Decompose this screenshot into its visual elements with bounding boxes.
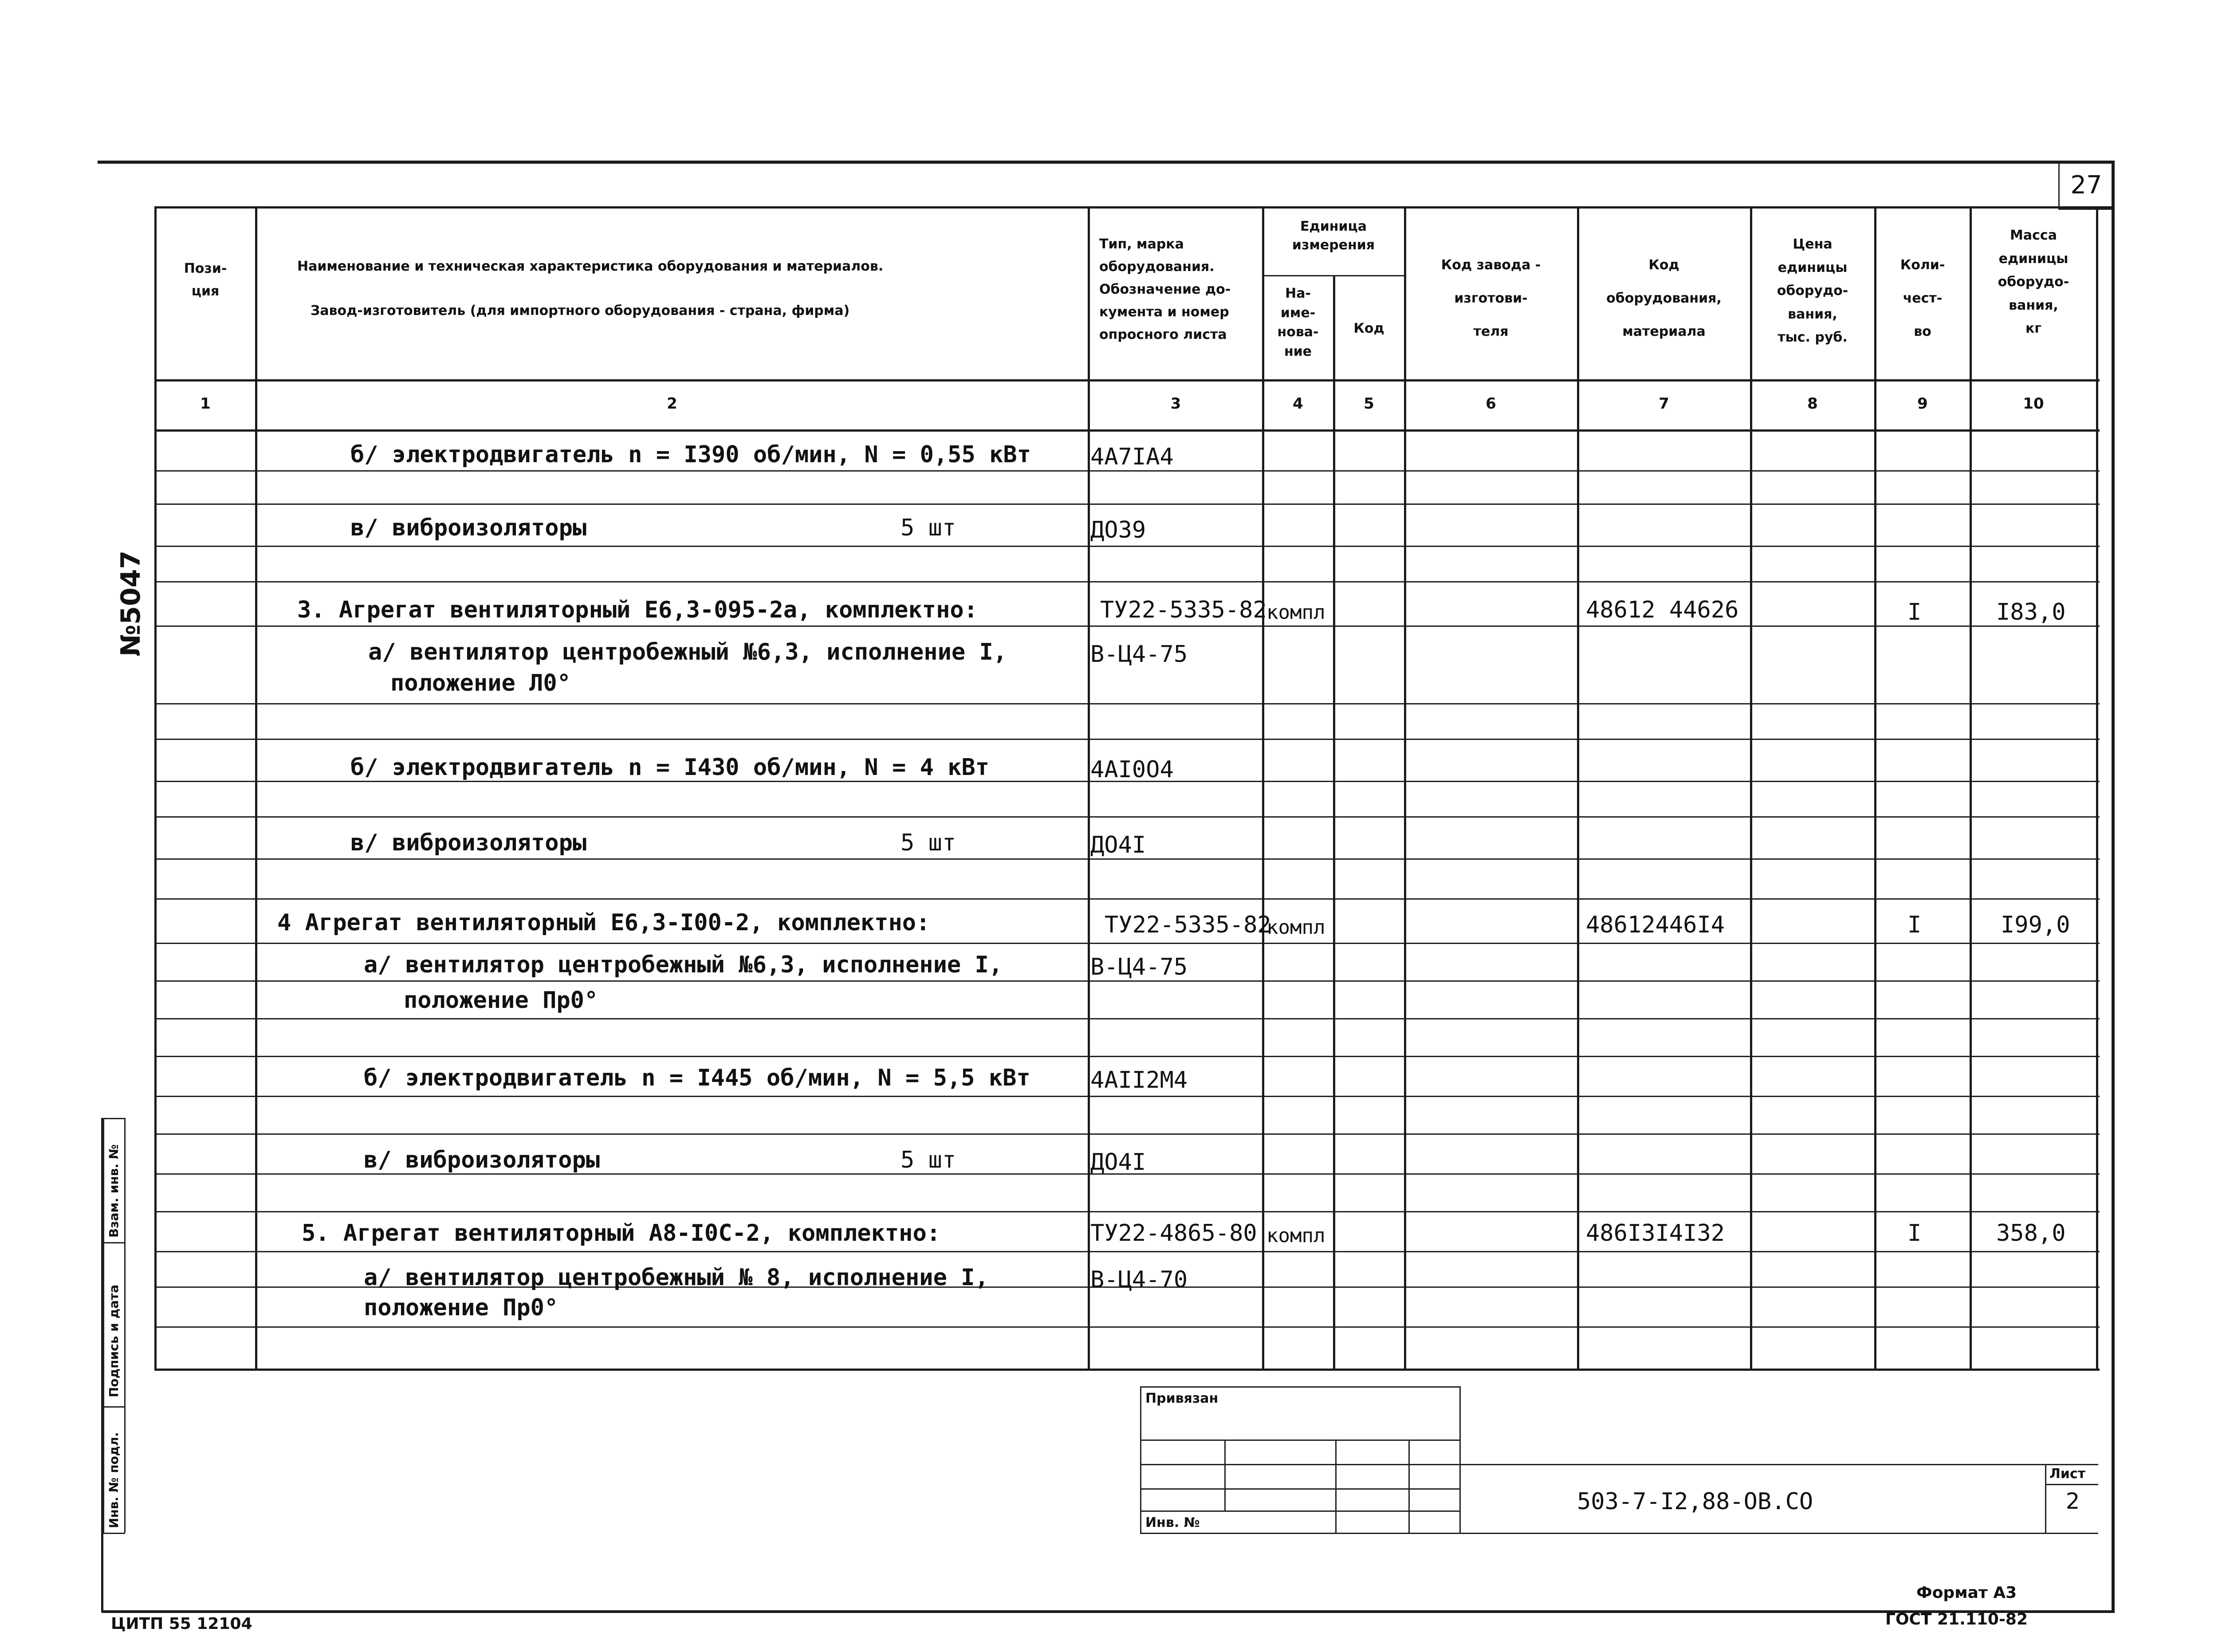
row-type: ТУ22-4865-80	[1090, 1220, 1257, 1247]
row-mass: 358,0	[1996, 1220, 2066, 1247]
colnum-2: 2	[667, 395, 677, 413]
row-name: положение Пр0°	[364, 1294, 558, 1321]
col-line-8	[1874, 206, 1876, 1369]
frame-top-line	[98, 161, 2112, 164]
row-line	[154, 546, 2100, 547]
title-block-col	[1224, 1440, 1226, 1510]
header-quantity: Коли- чест- во	[1900, 257, 1945, 339]
row-type: ДО39	[1090, 517, 1146, 543]
sheet-box-left	[2045, 1464, 2046, 1533]
colnum-3: 3	[1170, 395, 1181, 413]
header-factory-code: Код завода - изготови- теля	[1441, 257, 1541, 339]
row-line	[154, 625, 2100, 627]
header-price: Цена единицы оборудо- вания, тыс. руб.	[1777, 236, 1848, 345]
colnum-8: 8	[1807, 395, 1818, 413]
row-type: 4АII2М4	[1090, 1067, 1188, 1093]
sheet-label: Лист	[2049, 1466, 2086, 1482]
header-type: Тип, марка оборудования. Обозначение до- кумента и номер опросного листа	[1099, 236, 1231, 342]
sheet-box-sep	[2045, 1484, 2098, 1485]
row-name: в/ виброизоляторы	[350, 515, 587, 541]
colnum-5: 5	[1364, 395, 1374, 413]
row-unit: компл	[1266, 916, 1325, 939]
row-name: в/ виброизоляторы	[364, 1147, 600, 1173]
row-line	[154, 980, 2100, 982]
row-line	[154, 1018, 2100, 1019]
row-type: В-Ц4-75	[1090, 954, 1188, 980]
colnum-9: 9	[1917, 395, 1928, 413]
side-strip-sep	[103, 1533, 125, 1534]
side-strip-sep	[103, 1118, 125, 1119]
row-type: ДО4I	[1090, 832, 1146, 858]
table-top-line	[154, 206, 2112, 208]
row-type: В-Ц4-70	[1090, 1267, 1188, 1293]
privyazan-label: Привязан	[1145, 1391, 1219, 1406]
row-mass: I99,0	[2001, 912, 2070, 938]
colnum-10: 10	[2023, 395, 2044, 413]
page-number-box-left	[2058, 161, 2060, 209]
footer-gost: ГОСТ 21.110-82	[1885, 1610, 2028, 1628]
row-name: в/ виброизоляторы	[350, 830, 587, 856]
table-body-bottom-line	[154, 1369, 2100, 1371]
archive-stamp: №5047	[115, 550, 146, 657]
header-unit-name: На- име- нова- ние	[1277, 286, 1319, 359]
header-mass: Масса единицы оборудо- вания, кг	[1998, 228, 2069, 336]
colnum-4: 4	[1293, 395, 1303, 413]
col-line-9	[1970, 206, 1972, 1369]
title-block-row	[1140, 1510, 1459, 1512]
row-name: а/ вентилятор центробежный №6,3, исполнение I,	[364, 952, 1003, 978]
row-line	[154, 1056, 2100, 1057]
col-line-6	[1577, 206, 1579, 1369]
side-strip-sep	[103, 1406, 125, 1408]
row-name: а/ вентилятор центробежный №6,3, исполнение I,	[368, 639, 1007, 665]
frame-bottom-line	[102, 1610, 2115, 1613]
row-code: 486I3I4I32	[1586, 1220, 1725, 1247]
colnum-7: 7	[1659, 395, 1669, 413]
header-bottom-line	[154, 379, 2100, 382]
row-line	[154, 503, 2100, 505]
title-block-row	[1140, 1464, 2098, 1465]
col-line-7	[1750, 206, 1752, 1369]
row-unit: компл	[1266, 1224, 1325, 1247]
header-name-line2: Завод-изготовитель (для импортного оборудования - страна, фирма)	[311, 303, 850, 319]
row-code: 48612446I4	[1586, 912, 1725, 938]
row-line	[154, 1096, 2100, 1097]
row-line	[154, 858, 2100, 860]
row-qty-note: 5 шт	[901, 1147, 956, 1173]
row-line	[154, 703, 2100, 704]
col-line-0	[154, 206, 157, 1369]
row-type: ТУ22-5335-82	[1105, 912, 1271, 938]
row-code: 48612 44626	[1586, 597, 1739, 623]
title-block-bottom	[1140, 1533, 2098, 1534]
header-name-line1: Наименование и техническая характеристика оборудования и материалов.	[297, 259, 884, 274]
colnum-1: 1	[200, 395, 211, 413]
footer-format: Формат А3	[1916, 1584, 2017, 1602]
colnum-bottom-line	[154, 429, 2100, 432]
title-block-top	[1140, 1386, 1459, 1388]
colnum-6: 6	[1486, 395, 1496, 413]
inv-no-label: Инв. №	[1145, 1515, 1200, 1530]
header-position: Пози- ция	[184, 261, 227, 299]
side-strip-mid	[103, 1118, 104, 1533]
col-line-1	[255, 206, 257, 1369]
row-line	[154, 816, 2100, 818]
row-line	[154, 943, 2100, 944]
col-line-3	[1262, 206, 1264, 1369]
row-line	[154, 739, 2100, 740]
document-code: 503-7-I2,88-ОВ.СО	[1577, 1488, 1813, 1515]
title-block-col	[1408, 1440, 1410, 1533]
row-name: 5. Агрегат вентиляторный А8-I0С-2, комплектно:	[302, 1220, 941, 1247]
row-line	[154, 470, 2100, 472]
header-unit-code: Код	[1353, 321, 1384, 336]
row-name: б/ электродвигатель n = I390 об/мин, N = 0,55 кВт	[350, 441, 1031, 468]
row-qty: I	[1907, 912, 1922, 938]
unit-group-line	[1262, 275, 1404, 276]
footer-left: ЦИТП 55 12104	[111, 1615, 252, 1633]
sheet-number: 2	[2065, 1488, 2080, 1514]
row-name: а/ вентилятор центробежный № 8, исполнение I,	[364, 1264, 989, 1291]
side-strip-right	[124, 1118, 126, 1533]
title-block-sep	[1459, 1386, 1461, 1533]
col-line-2	[1088, 206, 1090, 1369]
row-name: положение Л0°	[390, 670, 571, 696]
stamp-inv-podl: Инв. № подл.	[106, 1432, 121, 1528]
row-unit: компл	[1266, 601, 1325, 624]
row-type: В-Ц4-75	[1090, 641, 1188, 668]
row-name: б/ электродвигатель n = I430 об/мин, N = 4 кВт	[350, 754, 990, 781]
row-name: 3. Агрегат вентиляторный Е6,3-095-2а, комплектно:	[297, 597, 978, 623]
row-name: положение Пр0°	[404, 987, 598, 1014]
row-line	[154, 898, 2100, 900]
row-type: ДО4I	[1090, 1149, 1146, 1176]
row-type: 4А7IА4	[1090, 444, 1174, 470]
row-line	[154, 1251, 2100, 1252]
title-block-col	[1335, 1440, 1337, 1533]
title-block-row	[1140, 1488, 1459, 1490]
frame-right-line	[2112, 161, 2115, 1611]
row-qty: I	[1907, 599, 1922, 625]
row-mass: I83,0	[1996, 599, 2066, 625]
side-strip-sep	[103, 1242, 125, 1243]
col-line-10	[2096, 206, 2098, 1369]
row-line	[154, 1326, 2100, 1328]
row-qty-note: 5 шт	[901, 830, 956, 856]
row-type: 4АI0О4	[1090, 756, 1174, 783]
col-line-5	[1404, 206, 1406, 1369]
header-equipment-code: Код оборудования, материала	[1606, 257, 1722, 339]
row-name: б/ электродвигатель n = I445 об/мин, N = 5,5 кВт	[364, 1065, 1030, 1091]
col-line-4	[1333, 275, 1335, 1369]
row-line	[154, 1211, 2100, 1212]
row-name: 4 Агрегат вентиляторный Е6,3-I00-2, комплектно:	[277, 909, 930, 936]
row-line	[154, 1133, 2100, 1135]
title-block-row	[1140, 1440, 1459, 1441]
page-number-box-bottom	[2058, 208, 2112, 210]
page-number: 27	[2070, 171, 2102, 200]
row-qty: I	[1907, 1220, 1922, 1247]
stamp-vzam: Взам. инв. №	[106, 1144, 121, 1238]
row-type: ТУ22-5335-82	[1100, 597, 1267, 623]
row-line	[154, 581, 2100, 582]
row-qty-note: 5 шт	[901, 515, 956, 541]
stamp-podpis: Подпись и дата	[106, 1284, 121, 1397]
header-unit-group: Единица измерения	[1292, 219, 1375, 253]
